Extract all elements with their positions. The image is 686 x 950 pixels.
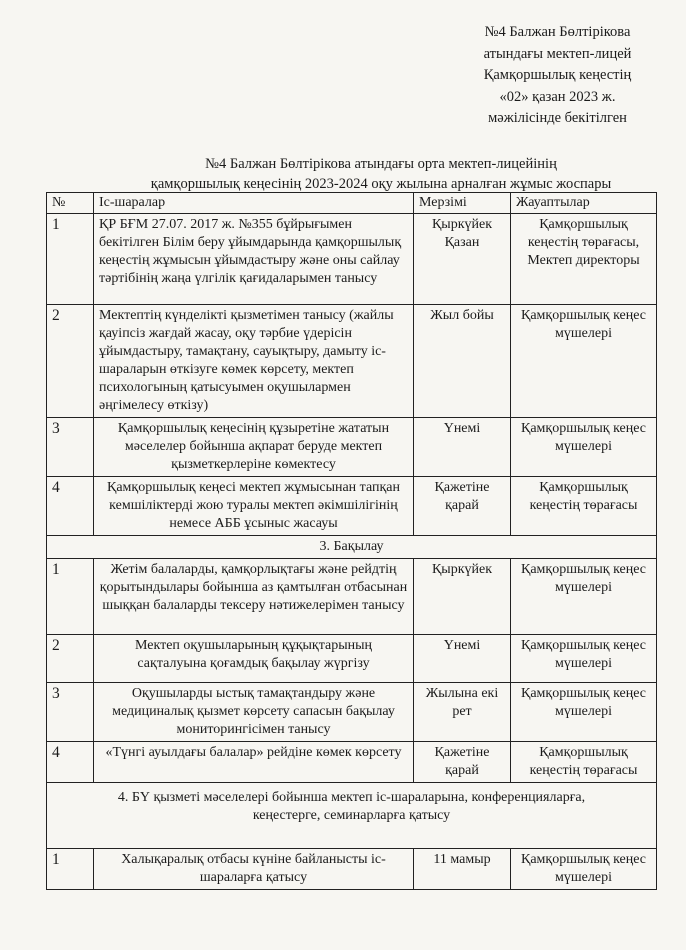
approval-line-date: «02» қазан 2023 ж. [499, 88, 616, 105]
row-activity: Мектеп оқушыларының құқықтарының сақталуына қоғамдық бақылау жүргізу [94, 635, 414, 683]
row-responsible: Қамқоршылық кеңес мүшелері [511, 305, 657, 418]
row-activity: Қамқоршылық кеңесі мектеп жұмысынан тапқан кемшіліктерді жою туралы мектеп әкімшілігінің немесе АББ ұсыныс жасауы [94, 477, 414, 536]
row-deadline: Жылына екі рет [414, 683, 511, 742]
row-responsible: Қамқоршылық кеңестің төрағасы [511, 742, 657, 783]
row-deadline: Қыркүйек Қазан [414, 214, 511, 305]
row-deadline: Үнемі [414, 635, 511, 683]
table-row [47, 418, 657, 477]
row-activity: Жетім балаларды, қамқорлықтағы және рейдтің қорытындылары бойынша аз қамтылған отбасынан шыққан балаларды тексеру нәтижелерімен танысу [94, 559, 414, 635]
row-activity: Қамқоршылық кеңесінің құзыретіне жататын мәселелер бойынша ақпарат беруде мектеп қызметкерлеріне көмектесу [94, 418, 414, 477]
row-num: 2 [47, 635, 94, 683]
approval-line-council: Қамқоршылық кеңестің [483, 67, 632, 83]
table-row [47, 559, 657, 635]
plan-title [150, 154, 612, 194]
row-responsible: Қамқоршылық кеңес мүшелері [511, 849, 657, 890]
row-responsible: Қамқоршылық кеңестің төрағасы, Мектеп директоры [511, 214, 657, 305]
row-num: 1 [47, 559, 94, 635]
row-responsible: Қамқоршылық кеңес мүшелері [511, 418, 657, 477]
table-row [47, 305, 657, 418]
row-deadline: Үнемі [414, 418, 511, 477]
approval-line-school: №4 Балжан Бөлтірікова [484, 24, 631, 40]
row-deadline: 11 мамыр [414, 849, 511, 890]
table-row [47, 477, 657, 536]
table-row [47, 683, 657, 742]
row-activity: «Түнгі ауылдағы балалар» рейдіне көмек көрсету [94, 742, 414, 783]
approval-line-approved: мәжілісінде бекітілген [488, 110, 627, 126]
approval-line-school-name: атындағы мектеп-лицей [483, 45, 632, 62]
table-row [47, 214, 657, 305]
section-4-heading: 4. БҮ қызметі мәселелері бойынша мектеп іс-шараларына, конференцияларға, кеңестерге, семинарларға қатысу [47, 783, 657, 849]
row-responsible: Қамқоршылық кеңес мүшелері [511, 683, 657, 742]
row-deadline: Қыркүйек [414, 559, 511, 635]
row-activity: Оқушыларды ыстық тамақтандыру және медициналық қызмет көрсету сапасын бақылау мониторингісімен танысу [94, 683, 414, 742]
table-header-row [47, 193, 657, 214]
row-activity: Халықаралық отбасы күніне байланысты іс-шараларға қатысу [94, 849, 414, 890]
work-plan-table [46, 192, 657, 890]
table-row [47, 742, 657, 783]
table-row [47, 849, 657, 890]
row-deadline: Қажетіне қарай [414, 477, 511, 536]
header-num: № [47, 193, 94, 214]
row-activity: Мектептің күнделікті қызметімен танысу (жайлы қауіпсіз жағдай жасау, оқу тәрбие үдерісін ұйымдастыру, тамақтану, сауықтыру, дамыту іс-шараларын өткізуге көмек көрсету, мектеп психологының қатысуымен оқушылармен әңгімелесу өткізу) [94, 305, 414, 418]
header-responsible: Жауаптылар [511, 193, 657, 214]
plan-title-line-1: №4 Балжан Бөлтірікова атындағы орта мектеп-лицейінің [205, 156, 557, 172]
row-num: 3 [47, 418, 94, 477]
section-3-heading: 3. Бақылау [47, 536, 657, 559]
section-row [47, 536, 657, 559]
row-num: 1 [47, 849, 94, 890]
row-num: 3 [47, 683, 94, 742]
row-activity: ҚР БҒМ 27.07. 2017 ж. №355 бұйрығымен бекітілген Білім беру ұйымдарында қамқоршылық кеңестің жұмысын ұйымдастыру және оны сайлау тәртібінің жаңа үлгілік қағидаларымен танысу [94, 214, 414, 305]
approval-stamp-block [445, 22, 670, 130]
header-activity: Іс-шаралар [94, 193, 414, 214]
plan-title-line-2: қамқоршылық кеңесінің 2023-2024 оқу жылына арналған жұмыс жоспары [150, 176, 612, 192]
row-num: 2 [47, 305, 94, 418]
header-deadline: Мерзімі [414, 193, 511, 214]
row-deadline: Қажетіне қарай [414, 742, 511, 783]
row-num: 4 [47, 477, 94, 536]
row-responsible: Қамқоршылық кеңес мүшелері [511, 559, 657, 635]
row-num: 1 [47, 214, 94, 305]
row-responsible: Қамқоршылық кеңестің төрағасы [511, 477, 657, 536]
row-responsible: Қамқоршылық кеңес мүшелері [511, 635, 657, 683]
table-row [47, 635, 657, 683]
section-row [47, 783, 657, 849]
row-deadline: Жыл бойы [414, 305, 511, 418]
row-num: 4 [47, 742, 94, 783]
